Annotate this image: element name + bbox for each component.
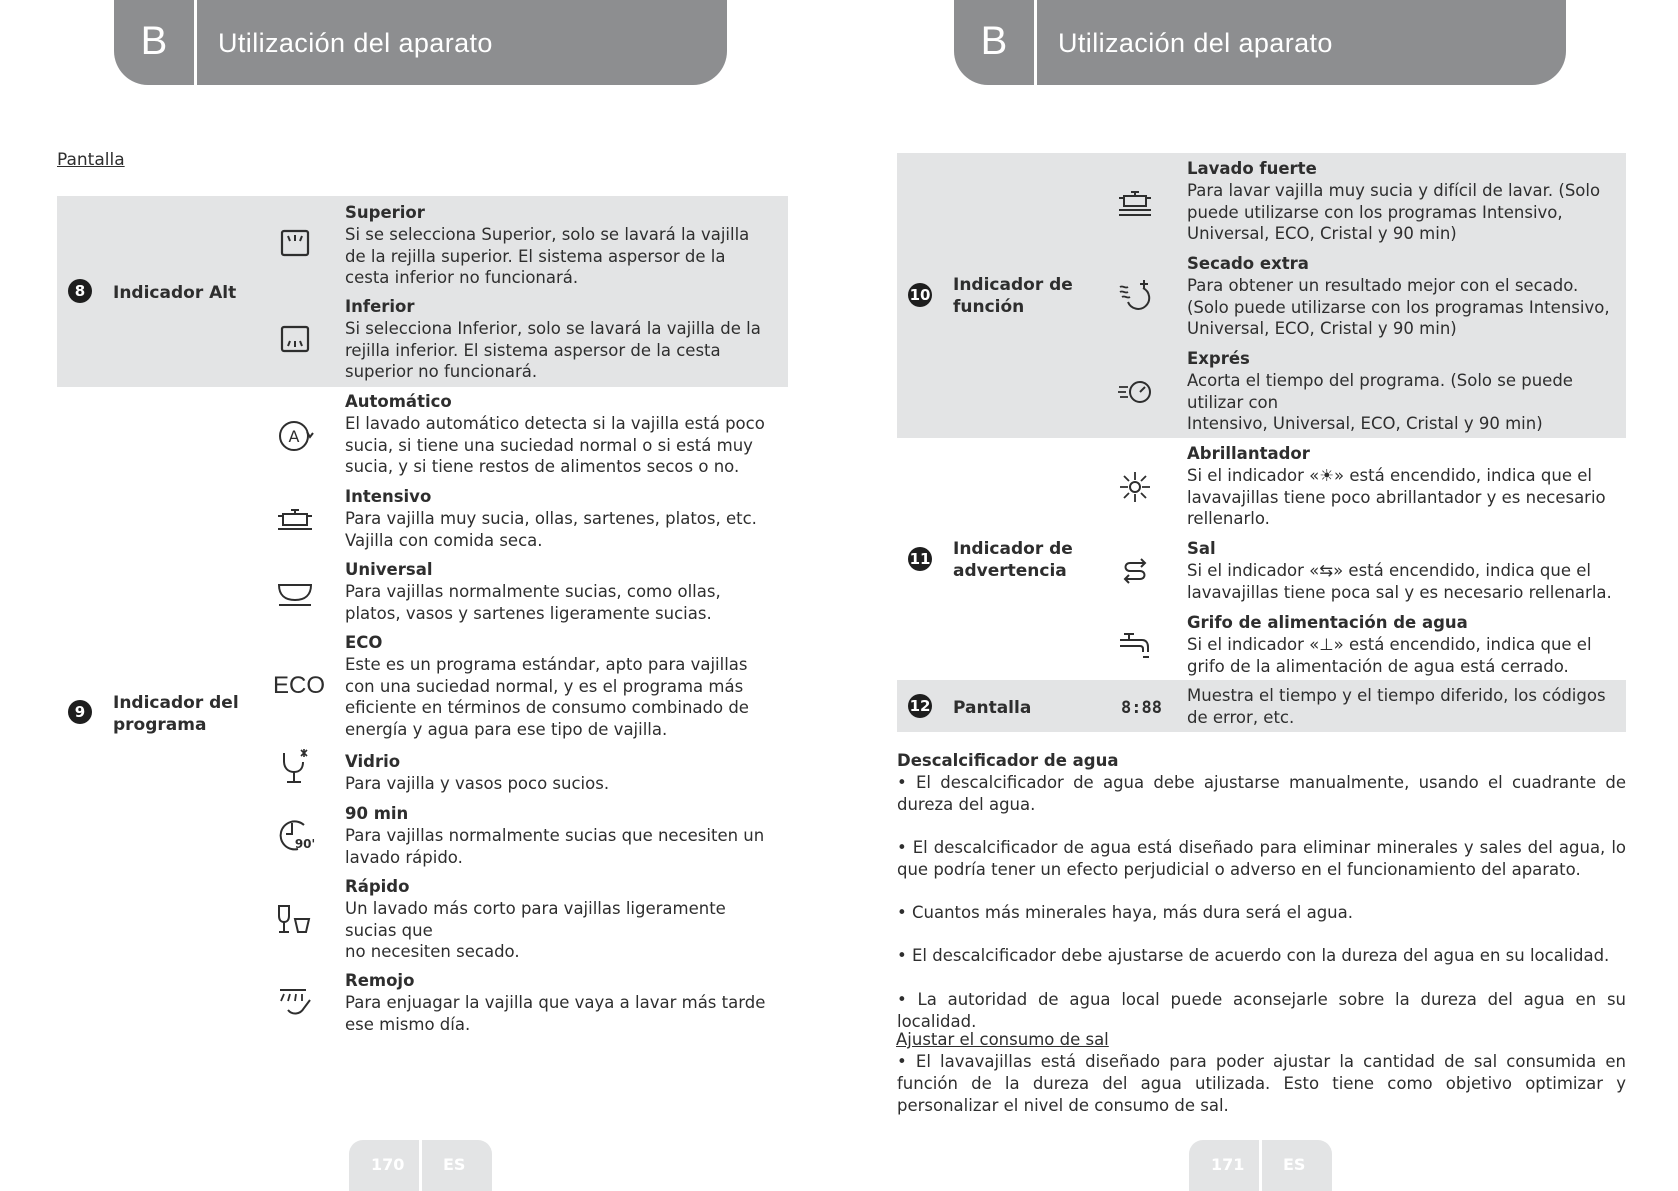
page-language: ES [443, 1155, 466, 1174]
warning-text: Si el indicador «⊥» está encendido, indica que el grifo de la alimentación de agua está cerrado. [1187, 634, 1592, 676]
superior-entry [345, 202, 775, 289]
auto-icon [274, 415, 316, 457]
chapter-header [114, 0, 727, 85]
salt-icon [1114, 549, 1156, 591]
program-title: Rápido [345, 877, 410, 896]
clock-90-icon [274, 813, 316, 855]
function-text-line: Acorta el tiempo del programa. (Solo se puede utilizar con [1187, 370, 1573, 412]
indicator-10-badge: 10 [908, 283, 932, 307]
softener-title: Descalcificador de agua [897, 751, 1119, 770]
page-footer [349, 1140, 492, 1191]
strong-wash-icon [1114, 181, 1156, 223]
indicator-12-label: Pantalla [953, 698, 1032, 718]
indicator-8-badge: 8 [68, 279, 92, 303]
express-icon [1114, 370, 1156, 412]
page-number: 171 [1211, 1155, 1245, 1174]
footer-divider [1259, 1140, 1262, 1191]
program-title: Vidrio [345, 752, 401, 771]
inferior-text: Si selecciona Inferior, solo se lavará la vajilla de la rejilla inferior. El sistema aspersor de la cesta superior no funcionará. [345, 318, 761, 382]
salt-text: • El lavavajillas está diseñado para poder ajustar la cantidad de sal consumida en función de la dureza del agua utilizada. Esto tiene como objetivo optimizar y personalizar el nivel de consumo de sal. [897, 1052, 1626, 1115]
chapter-title: Utilización del aparato [1058, 28, 1333, 58]
program-text: Para vajilla muy sucia, ollas, sartenes, platos, etc. Vajilla con comida seca. [345, 508, 757, 550]
superior-title: Superior [345, 203, 425, 222]
program-title: Remojo [345, 971, 415, 990]
bowl-icon [274, 572, 316, 614]
function-secado-extra [1187, 253, 1617, 340]
program-rapido [345, 876, 775, 963]
page-language: ES [1283, 1155, 1306, 1174]
function-lavado-fuerte [1187, 158, 1617, 245]
softener-bullet: • El descalcificador de agua debe ajustarse manualmente, usando el cuadrante de dureza del agua. [897, 773, 1626, 814]
chapter-letter: B [114, 0, 197, 85]
indicator-9-label: Indicador del programa [113, 693, 239, 735]
function-title: Secado extra [1187, 254, 1309, 273]
warning-text: Si el indicador «☀» está encendido, indica que el lavavajillas tiene poco abrillantador y es necesario rellenarlo. [1187, 465, 1606, 529]
rinse-aid-icon [1114, 466, 1156, 508]
section-title: Pantalla [57, 150, 125, 170]
softener-bullet: • La autoridad de agua local puede aconsejarle sobre la dureza del agua en su localidad. [897, 990, 1626, 1031]
function-title: Lavado fuerte [1187, 159, 1317, 178]
page-number: 170 [371, 1155, 405, 1174]
inferior-entry [345, 296, 775, 383]
glass-icon [274, 747, 316, 789]
program-automatico [345, 391, 775, 478]
warning-title: Sal [1187, 539, 1216, 558]
program-text: Este es un programa estándar, apto para vajillas con una suciedad normal, y es el programa más eficiente en términos de consumo combinado de energía y agua para ese tipo de vajilla. [345, 654, 749, 740]
warning-abrillantador [1187, 443, 1617, 530]
program-text: Para vajillas normalmente sucias que necesiten un lavado rápido. [345, 825, 765, 867]
program-title: 90 min [345, 804, 409, 823]
program-title: ECO [345, 633, 383, 652]
program-intensivo [345, 486, 775, 551]
svg-text:A: A [288, 427, 300, 446]
function-text: Para lavar vajilla muy sucia y difícil de lavar. (Solo puede utilizarse con los programas Intensivo, Universal, ECO, Cristal y 90 min) [1187, 180, 1601, 244]
indicator-12-badge: 12 [908, 694, 932, 718]
indicator-9-badge: 9 [68, 700, 92, 724]
function-text-line: Intensivo, Universal, ECO, Cristal y 90 min) [1187, 414, 1543, 434]
program-text: Para vajilla y vasos poco sucios. [345, 773, 610, 793]
program-90min [345, 803, 775, 868]
indicator-10-label: Indicador de función [953, 275, 1073, 317]
program-remojo [345, 970, 775, 1035]
program-title: Intensivo [345, 487, 432, 506]
soak-icon [274, 981, 316, 1023]
program-title: Universal [345, 560, 433, 579]
program-text: Para enjuagar la vajilla que vaya a lavar más tarde ese mismo día. [345, 992, 766, 1034]
chapter-header [954, 0, 1566, 85]
tap-icon [1114, 624, 1156, 666]
right-page [839, 0, 1678, 1191]
function-text: Para obtener un resultado mejor con el secado. (Solo puede utilizarse con los programas Intensivo, Universal, ECO, Cristal y 90 min) [1187, 275, 1610, 339]
program-text: Para vajillas normalmente sucias, como ollas, platos, vasos y sartenes ligeramente sucias. [345, 581, 721, 623]
warning-text: Si el indicador «⇆» está encendido, indica que el lavavajillas tiene poca sal y es necesario rellenarla. [1187, 560, 1612, 602]
display-digits: 8:88 [1121, 698, 1162, 718]
glasses-icon [274, 899, 316, 941]
salt-title: Ajustar el consumo de sal [896, 1030, 1109, 1049]
lower-rack-icon [274, 318, 316, 360]
superior-text: Si se selecciona Superior, solo se lavará la vajilla de la rejilla superior. El sistema aspersor de la cesta inferior no funcionará. [345, 224, 750, 288]
upper-rack-icon [274, 223, 316, 265]
indicator-8-label: Indicador Alt [113, 283, 237, 303]
indicator-11-badge: 11 [908, 547, 932, 571]
warning-title: Grifo de alimentación de agua [1187, 613, 1468, 632]
page-footer [1189, 1140, 1332, 1191]
softener-bullet: • El descalcificador debe ajustarse de acuerdo con la dureza del agua en su localidad. [897, 946, 1610, 965]
chapter-title: Utilización del aparato [218, 28, 493, 58]
eco-icon: ECO [273, 672, 326, 699]
indicator-11-label: Indicador de advertencia [953, 539, 1073, 581]
pot-icon [274, 498, 316, 540]
softener-bullet: • Cuantos más minerales haya, más dura será el agua. [897, 903, 1353, 922]
extra-dry-icon [1114, 275, 1156, 317]
inferior-title: Inferior [345, 297, 415, 316]
program-universal [345, 559, 775, 624]
warning-sal [1187, 538, 1617, 603]
svg-text:90': 90' [294, 837, 316, 851]
warning-grifo [1187, 612, 1617, 677]
program-text-line: Un lavado más corto para vajillas ligeramente sucias que [345, 898, 726, 940]
footer-divider [419, 1140, 422, 1191]
program-title: Automático [345, 392, 452, 411]
program-text: El lavado automático detecta si la vajilla está poco sucia, si tiene una suciedad normal o si está muy sucia, y si tiene restos de alimentos secos o no. [345, 413, 765, 477]
chapter-letter: B [954, 0, 1037, 85]
program-text-line: no necesiten secado. [345, 942, 520, 962]
indicator-12-text: Muestra el tiempo y el tiempo diferido, los códigos de error, etc. [1187, 686, 1606, 727]
softener-bullet: • El descalcificador de agua está diseñado para eliminar minerales y sales del agua, lo que podría tener un efecto perjudicial o adverso en el funcionamiento del aparato. [897, 838, 1626, 879]
program-eco [345, 632, 775, 741]
function-title: Exprés [1187, 349, 1250, 368]
program-vidrio [345, 751, 775, 795]
warning-title: Abrillantador [1187, 444, 1310, 463]
function-expres [1187, 348, 1617, 435]
